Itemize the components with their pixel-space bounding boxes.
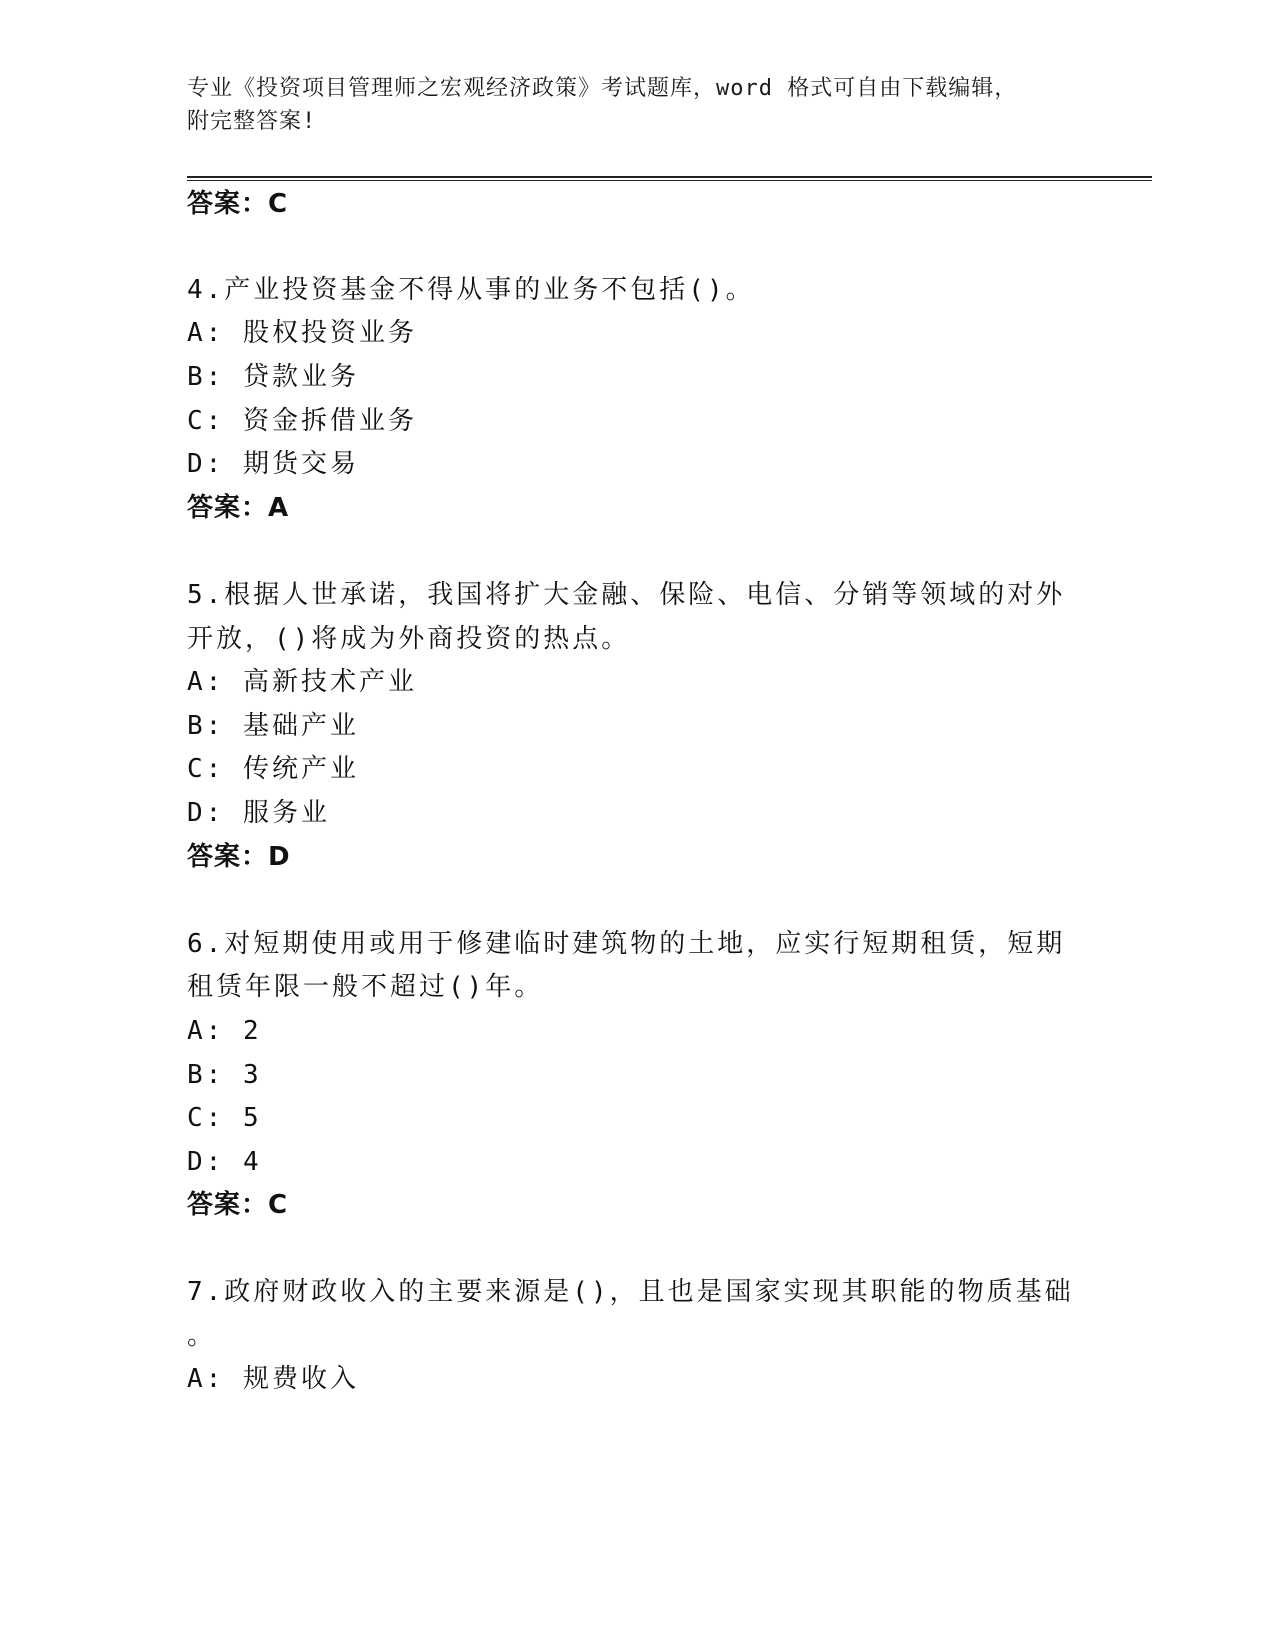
question-4-stem: 4.产业投资基金不得从事的业务不包括()。 <box>187 275 755 305</box>
question-4-option-c: C: 资金拆借业务 <box>187 406 417 436</box>
question-6-answer: 答案：C <box>187 1190 289 1220</box>
answer-previous: 答案：C <box>187 189 289 219</box>
document-header <box>187 72 1067 138</box>
question-5-stem-line-1: 5.根据人世承诺，我国将扩大金融、保险、电信、分销等领域的对外 <box>187 580 1066 610</box>
question-5-stem-line-2: 开放，()将成为外商投资的热点。 <box>187 624 631 654</box>
header-line-2: 附完整答案! <box>187 109 317 134</box>
question-6-option-b: B: 3 <box>187 1060 262 1090</box>
question-7-stem-line-2: 。 <box>187 1321 217 1351</box>
header-divider <box>187 176 1152 181</box>
question-5-option-d: D: 服务业 <box>187 798 330 828</box>
question-7-option-a: A: 规费收入 <box>187 1364 359 1394</box>
question-6-option-a: A: 2 <box>187 1016 262 1046</box>
question-4-answer: 答案：A <box>187 493 290 523</box>
question-6-stem-line-2: 租赁年限一般不超过()年。 <box>187 972 544 1002</box>
question-5-option-a: A: 高新技术产业 <box>187 667 417 697</box>
question-5-option-c: C: 传统产业 <box>187 754 359 784</box>
header-line-1: 专业《投资项目管理师之宏观经济政策》考试题库，word 格式可自由下载编辑， <box>187 76 1018 101</box>
question-5-answer: 答案：D <box>187 842 291 872</box>
question-4-option-a: A: 股权投资业务 <box>187 318 417 348</box>
question-6-option-c: C: 5 <box>187 1103 262 1133</box>
question-4-option-b: B: 贷款业务 <box>187 362 359 392</box>
question-6-option-d: D: 4 <box>187 1147 262 1177</box>
question-6-stem-line-1: 6.对短期使用或用于修建临时建筑物的土地，应实行短期租赁，短期 <box>187 929 1066 959</box>
question-4-option-d: D: 期货交易 <box>187 449 359 479</box>
question-7-stem-line-1: 7.政府财政收入的主要来源是()，且也是国家实现其职能的物质基础 <box>187 1277 1074 1307</box>
question-5-option-b: B: 基础产业 <box>187 711 359 741</box>
